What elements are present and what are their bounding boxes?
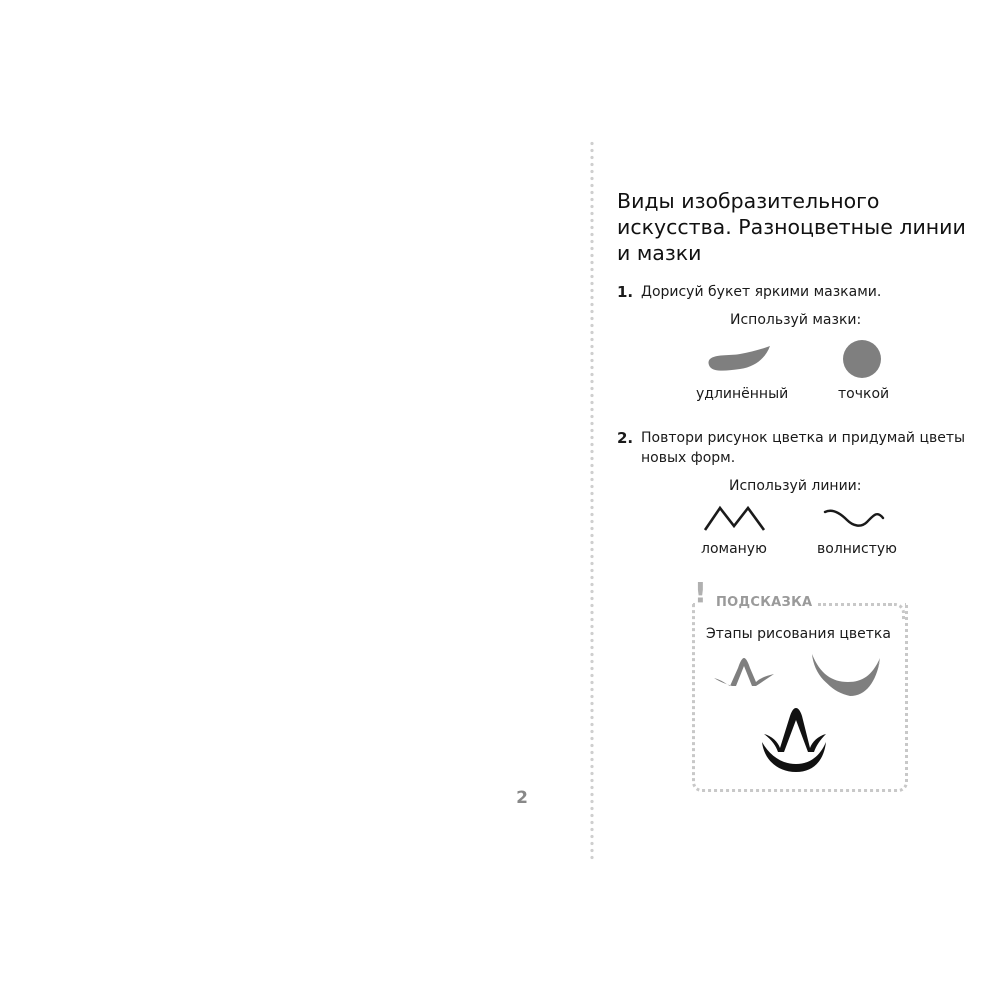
elongated-stroke-label: удлинённый [696,386,789,402]
page-divider [589,140,595,860]
page-number: 2 [516,788,528,808]
task-2-number: 2. [617,429,634,447]
wavy-line-icon [823,506,885,530]
task-1-number: 1. [617,283,634,301]
task-1-text: Дорисуй букет яркими мазками. [641,284,882,300]
flower-step-bowl-icon [810,652,882,698]
hint-box-corner [888,603,905,620]
zigzag-line-icon [704,504,766,532]
flower-step-zigzag-icon [712,656,776,688]
elongated-stroke-icon [706,343,772,377]
task-2 [617,428,977,468]
task-2-use-label: Используй линии: [729,478,862,494]
hint-text: Этапы рисования цветка [706,626,891,642]
task-1 [617,282,977,302]
dot-stroke-label: точкой [838,386,890,402]
exclamation-icon: ! [694,576,707,609]
wavy-line-label: волнистую [817,541,897,557]
dot-stroke-icon [842,339,882,379]
flower-step-complete-icon [758,704,830,776]
hint-label: ПОДСКАЗКА [716,595,813,610]
hint-box-top-border [818,603,892,606]
zigzag-line-label: ломаную [701,541,767,557]
task-1-use-label: Используй мазки: [730,312,862,328]
page-title: Виды изобразительного искусства. Разноцветные линии и мазки [617,189,966,265]
task-2-text: Повтори рисунок цветка и придумай цветы новых форм. [641,430,966,466]
